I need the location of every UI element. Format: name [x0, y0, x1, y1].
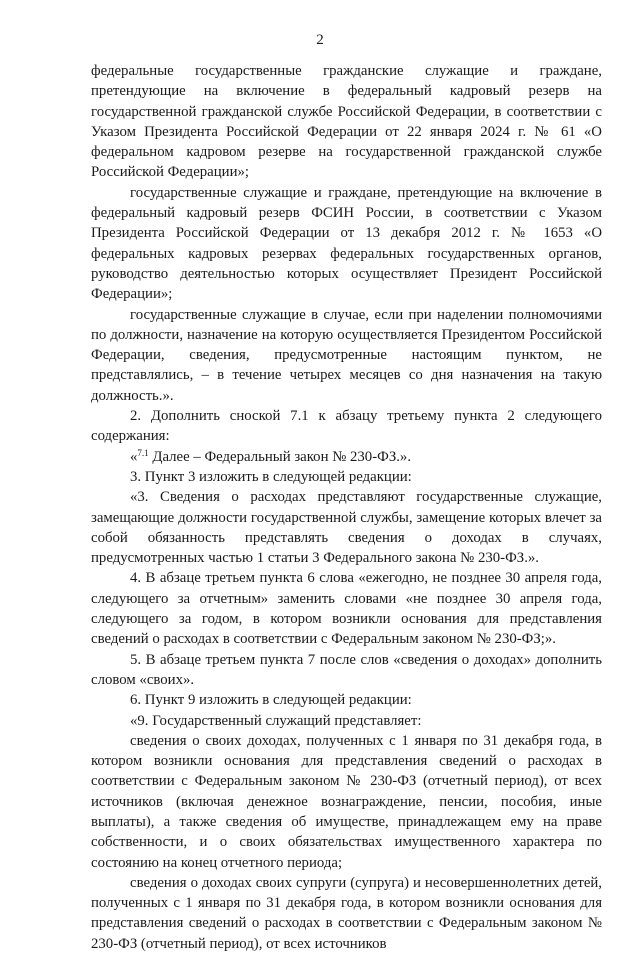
footnote-open-quote: « [130, 448, 138, 465]
paragraph-item-2: 2. Дополнить сноской 7.1 к абзацу третьему пункта 2 следующего содержания: [91, 408, 602, 445]
paragraph-item-6: 6. Пункт 9 изложить в следующей редакции: [130, 692, 412, 709]
footnote-marker: 7.1 [137, 447, 149, 458]
paragraph-item-9-heading: «9. Государственный служащий представляет: [130, 712, 422, 729]
paragraph-item-3-text: «3. Сведения о расходах представляют государственные служащие, замещающие должности государственной службы, замещение которых влечет за собой обязанность представлять сведения о доходах в случаях, предусмотренных частью 1 статьи 3 Федерального закона № 230-ФЗ.». [91, 489, 602, 567]
paragraph-own-income: сведения о своих доходах, полученных с 1 января по 31 декабря года, в котором возникли основания для представления сведений о расходах в соответствии с Федеральным законом № 230-ФЗ (отчетный период), от всех источников (включая денежное вознаграждение, пенсии, пособия, иные выплаты), а также сведения об имуществе, принадлежащем ему на праве собственности, и о своих обязательствах имущественного характера по состоянию на конец отчетного периода; [91, 732, 602, 871]
page-number: 2 [316, 32, 324, 48]
paragraph-footnote-7-1 [91, 447, 602, 467]
document-body [91, 61, 602, 954]
paragraph-fsin-reserve: государственные служащие и граждане, претендующие на включение в федеральный кадровый резерв ФСИН России, в соответствии с Указом Президента Российской Федерации от 13 декабря 2012 г. № 1653 «О федеральных кадровых резервах федеральных государственных органов, руководство деятельностью которых осуществляет Президент Российской Федерации»; [91, 184, 602, 303]
paragraph-family-income: сведения о доходах своих супруги (супруга) и несовершеннолетних детей, полученных с 1 января по 31 декабря года, в котором возникли основания для представления сведений о расходах в соответствии с Федеральным законом № 230-ФЗ (отчетный период), от всех источников [91, 874, 602, 952]
paragraph-item-4: 4. В абзаце третьем пункта 6 слова «ежегодно, не позднее 30 апреля года, следующего за отчетным» заменить словами «не позднее 30 апреля года, следующего за годом, в котором возникли основания для представления сведений о расходах в соответствии с Федеральным законом № 230-ФЗ;». [91, 570, 602, 648]
paragraph-item-5: 5. В абзаце третьем пункта 7 после слов «сведения о доходах» дополнить словом «своих». [91, 651, 602, 688]
paragraph-item-3: 3. Пункт 3 изложить в следующей редакции: [130, 468, 412, 485]
paragraph-presidential-appointment: государственные служащие в случае, если при наделении полномочиями по должности, назначение на которую осуществляется Президентом Российской Федерации, сведения, предусмотренные настоящим пунктом, не представлялись, – в течение четырех месяцев со дня назначения на такую должность.». [91, 306, 602, 404]
footnote-text: Далее – Федеральный закон № 230-ФЗ.». [148, 448, 412, 465]
paragraph-federal-civil-servants: федеральные государственные гражданские служащие и граждане, претендующие на включение в федеральный кадровый резерв на государственной гражданской службе Российской Федерации, в соответствии с Указом Президента Российской Федерации от 22 января 2024 г. № 61 «О федеральном кадровом резерве на государственной гражданской службе Российской Федерации»; [91, 63, 602, 181]
